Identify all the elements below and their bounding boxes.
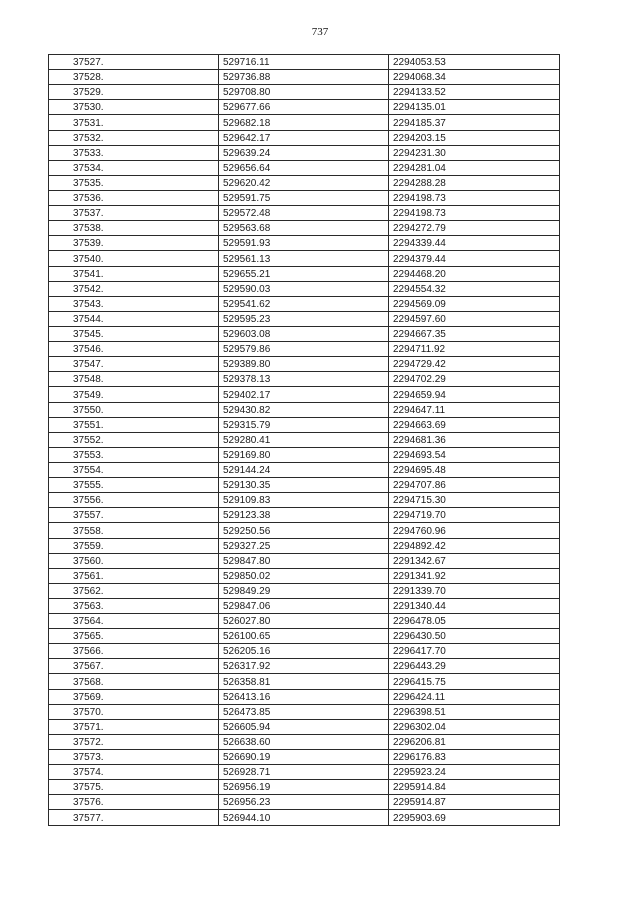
- table-row: [49, 462, 560, 477]
- y-coordinate-cell: 2294198.73: [389, 190, 560, 205]
- table-row: [49, 190, 560, 205]
- point-id-cell: 37537.: [49, 206, 219, 221]
- y-coordinate-cell: 2291339.70: [389, 583, 560, 598]
- x-coordinate-cell: 529389.80: [219, 357, 389, 372]
- point-id-cell: 37572.: [49, 734, 219, 749]
- point-id-cell: 37535.: [49, 175, 219, 190]
- point-id-cell: 37536.: [49, 190, 219, 205]
- point-id-cell: 37546.: [49, 342, 219, 357]
- table-row: [49, 160, 560, 175]
- y-coordinate-cell: 2294693.54: [389, 447, 560, 462]
- y-coordinate-cell: 2294185.37: [389, 115, 560, 130]
- point-id-cell: 37570.: [49, 704, 219, 719]
- point-id-cell: 37534.: [49, 160, 219, 175]
- y-coordinate-cell: 2294203.15: [389, 130, 560, 145]
- table-row: [49, 780, 560, 795]
- table-row: [49, 432, 560, 447]
- y-coordinate-cell: 2296206.81: [389, 734, 560, 749]
- point-id-cell: 37531.: [49, 115, 219, 130]
- table-row: [49, 674, 560, 689]
- table-row: [49, 493, 560, 508]
- point-id-cell: 37557.: [49, 508, 219, 523]
- x-coordinate-cell: 529716.11: [219, 55, 389, 70]
- x-coordinate-cell: 526690.19: [219, 750, 389, 765]
- x-coordinate-cell: 529591.93: [219, 236, 389, 251]
- point-id-cell: 37561.: [49, 568, 219, 583]
- point-id-cell: 37538.: [49, 221, 219, 236]
- table-row: [49, 417, 560, 432]
- y-coordinate-cell: 2294667.35: [389, 326, 560, 341]
- y-coordinate-cell: 2294760.96: [389, 523, 560, 538]
- y-coordinate-cell: 2295903.69: [389, 810, 560, 825]
- table-row: [49, 659, 560, 674]
- table-row: [49, 372, 560, 387]
- x-coordinate-cell: 526944.10: [219, 810, 389, 825]
- y-coordinate-cell: 2294569.09: [389, 296, 560, 311]
- point-id-cell: 37558.: [49, 523, 219, 538]
- point-id-cell: 37539.: [49, 236, 219, 251]
- y-coordinate-cell: 2294707.86: [389, 478, 560, 493]
- table-row: [49, 357, 560, 372]
- y-coordinate-cell: 2294597.60: [389, 311, 560, 326]
- x-coordinate-cell: 529595.23: [219, 311, 389, 326]
- table-row: [49, 311, 560, 326]
- y-coordinate-cell: 2294695.48: [389, 462, 560, 477]
- table-row: [49, 342, 560, 357]
- point-id-cell: 37554.: [49, 462, 219, 477]
- x-coordinate-cell: 529590.03: [219, 281, 389, 296]
- y-coordinate-cell: 2294554.32: [389, 281, 560, 296]
- table-row: [49, 734, 560, 749]
- point-id-cell: 37548.: [49, 372, 219, 387]
- x-coordinate-cell: 529736.88: [219, 70, 389, 85]
- table-row: [49, 810, 560, 825]
- point-id-cell: 37553.: [49, 447, 219, 462]
- x-coordinate-cell: 526413.16: [219, 689, 389, 704]
- x-coordinate-cell: 529561.13: [219, 251, 389, 266]
- x-coordinate-cell: 529123.38: [219, 508, 389, 523]
- y-coordinate-cell: 2294379.44: [389, 251, 560, 266]
- y-coordinate-cell: 2295923.24: [389, 765, 560, 780]
- x-coordinate-cell: 529850.02: [219, 568, 389, 583]
- y-coordinate-cell: 2295914.84: [389, 780, 560, 795]
- table-row: [49, 538, 560, 553]
- x-coordinate-cell: 529169.80: [219, 447, 389, 462]
- table-row: [49, 704, 560, 719]
- x-coordinate-cell: 529130.35: [219, 478, 389, 493]
- y-coordinate-cell: 2294681.36: [389, 432, 560, 447]
- x-coordinate-cell: 529639.24: [219, 145, 389, 160]
- x-coordinate-cell: 526638.60: [219, 734, 389, 749]
- coordinates-table-body: [49, 55, 560, 826]
- table-row: [49, 70, 560, 85]
- y-coordinate-cell: 2291340.44: [389, 598, 560, 613]
- y-coordinate-cell: 2294729.42: [389, 357, 560, 372]
- table-row: [49, 145, 560, 160]
- x-coordinate-cell: 529572.48: [219, 206, 389, 221]
- y-coordinate-cell: 2296443.29: [389, 659, 560, 674]
- table-row: [49, 100, 560, 115]
- x-coordinate-cell: 529280.41: [219, 432, 389, 447]
- table-row: [49, 281, 560, 296]
- table-row: [49, 296, 560, 311]
- point-id-cell: 37569.: [49, 689, 219, 704]
- point-id-cell: 37568.: [49, 674, 219, 689]
- x-coordinate-cell: 529327.25: [219, 538, 389, 553]
- table-row: [49, 387, 560, 402]
- point-id-cell: 37566.: [49, 644, 219, 659]
- point-id-cell: 37565.: [49, 629, 219, 644]
- page-number: 737: [311, 26, 329, 38]
- y-coordinate-cell: 2294068.34: [389, 70, 560, 85]
- coordinates-table: [48, 54, 560, 826]
- x-coordinate-cell: 529849.29: [219, 583, 389, 598]
- table-row: [49, 523, 560, 538]
- y-coordinate-cell: 2294659.94: [389, 387, 560, 402]
- point-id-cell: 37542.: [49, 281, 219, 296]
- table-row: [49, 553, 560, 568]
- point-id-cell: 37552.: [49, 432, 219, 447]
- table-row: [49, 236, 560, 251]
- table-row: [49, 644, 560, 659]
- point-id-cell: 37532.: [49, 130, 219, 145]
- table-row: [49, 508, 560, 523]
- y-coordinate-cell: 2294663.69: [389, 417, 560, 432]
- x-coordinate-cell: 529579.86: [219, 342, 389, 357]
- y-coordinate-cell: 2291341.92: [389, 568, 560, 583]
- y-coordinate-cell: 2294198.73: [389, 206, 560, 221]
- y-coordinate-cell: 2294702.29: [389, 372, 560, 387]
- point-id-cell: 37541.: [49, 266, 219, 281]
- x-coordinate-cell: 529682.18: [219, 115, 389, 130]
- table-row: [49, 130, 560, 145]
- y-coordinate-cell: 2294468.20: [389, 266, 560, 281]
- point-id-cell: 37576.: [49, 795, 219, 810]
- y-coordinate-cell: 2296302.04: [389, 719, 560, 734]
- x-coordinate-cell: 529642.17: [219, 130, 389, 145]
- y-coordinate-cell: 2294647.11: [389, 402, 560, 417]
- x-coordinate-cell: 529430.82: [219, 402, 389, 417]
- x-coordinate-cell: 526317.92: [219, 659, 389, 674]
- x-coordinate-cell: 529402.17: [219, 387, 389, 402]
- x-coordinate-cell: 529677.66: [219, 100, 389, 115]
- x-coordinate-cell: 529847.06: [219, 598, 389, 613]
- y-coordinate-cell: 2296430.50: [389, 629, 560, 644]
- point-id-cell: 37533.: [49, 145, 219, 160]
- point-id-cell: 37567.: [49, 659, 219, 674]
- x-coordinate-cell: 529109.83: [219, 493, 389, 508]
- y-coordinate-cell: 2296417.70: [389, 644, 560, 659]
- x-coordinate-cell: 526027.80: [219, 614, 389, 629]
- y-coordinate-cell: 2294719.70: [389, 508, 560, 523]
- x-coordinate-cell: 529847.80: [219, 553, 389, 568]
- point-id-cell: 37577.: [49, 810, 219, 825]
- x-coordinate-cell: 529315.79: [219, 417, 389, 432]
- table-row: [49, 326, 560, 341]
- table-row: [49, 765, 560, 780]
- point-id-cell: 37529.: [49, 85, 219, 100]
- point-id-cell: 37571.: [49, 719, 219, 734]
- point-id-cell: 37573.: [49, 750, 219, 765]
- table-row: [49, 447, 560, 462]
- table-row: [49, 85, 560, 100]
- x-coordinate-cell: 526928.71: [219, 765, 389, 780]
- point-id-cell: 37563.: [49, 598, 219, 613]
- table-row: [49, 614, 560, 629]
- x-coordinate-cell: 529603.08: [219, 326, 389, 341]
- y-coordinate-cell: 2294711.92: [389, 342, 560, 357]
- table-row: [49, 629, 560, 644]
- table-row: [49, 568, 560, 583]
- x-coordinate-cell: 529563.68: [219, 221, 389, 236]
- point-id-cell: 37540.: [49, 251, 219, 266]
- y-coordinate-cell: 2294053.53: [389, 55, 560, 70]
- table-row: [49, 221, 560, 236]
- table-row: [49, 478, 560, 493]
- point-id-cell: 37574.: [49, 765, 219, 780]
- x-coordinate-cell: 529591.75: [219, 190, 389, 205]
- point-id-cell: 37549.: [49, 387, 219, 402]
- y-coordinate-cell: 2294339.44: [389, 236, 560, 251]
- point-id-cell: 37543.: [49, 296, 219, 311]
- table-row: [49, 115, 560, 130]
- table-row: [49, 251, 560, 266]
- x-coordinate-cell: 526205.16: [219, 644, 389, 659]
- x-coordinate-cell: 526956.19: [219, 780, 389, 795]
- y-coordinate-cell: 2294135.01: [389, 100, 560, 115]
- point-id-cell: 37556.: [49, 493, 219, 508]
- y-coordinate-cell: 2295914.87: [389, 795, 560, 810]
- y-coordinate-cell: 2294133.52: [389, 85, 560, 100]
- point-id-cell: 37551.: [49, 417, 219, 432]
- point-id-cell: 37555.: [49, 478, 219, 493]
- table-row: [49, 402, 560, 417]
- point-id-cell: 37547.: [49, 357, 219, 372]
- x-coordinate-cell: 529655.21: [219, 266, 389, 281]
- x-coordinate-cell: 529378.13: [219, 372, 389, 387]
- point-id-cell: 37575.: [49, 780, 219, 795]
- x-coordinate-cell: 529250.56: [219, 523, 389, 538]
- y-coordinate-cell: 2296415.75: [389, 674, 560, 689]
- point-id-cell: 37544.: [49, 311, 219, 326]
- table-row: [49, 750, 560, 765]
- table-row: [49, 583, 560, 598]
- x-coordinate-cell: 526100.65: [219, 629, 389, 644]
- x-coordinate-cell: 529541.62: [219, 296, 389, 311]
- point-id-cell: 37550.: [49, 402, 219, 417]
- table-row: [49, 598, 560, 613]
- x-coordinate-cell: 529144.24: [219, 462, 389, 477]
- x-coordinate-cell: 529656.64: [219, 160, 389, 175]
- y-coordinate-cell: 2294892.42: [389, 538, 560, 553]
- y-coordinate-cell: 2294288.28: [389, 175, 560, 190]
- table-row: [49, 689, 560, 704]
- x-coordinate-cell: 529620.42: [219, 175, 389, 190]
- table-row: [49, 795, 560, 810]
- point-id-cell: 37559.: [49, 538, 219, 553]
- table-row: [49, 206, 560, 221]
- point-id-cell: 37564.: [49, 614, 219, 629]
- y-coordinate-cell: 2296398.51: [389, 704, 560, 719]
- x-coordinate-cell: 526605.94: [219, 719, 389, 734]
- table-row: [49, 55, 560, 70]
- x-coordinate-cell: 529708.80: [219, 85, 389, 100]
- point-id-cell: 37562.: [49, 583, 219, 598]
- y-coordinate-cell: 2294281.04: [389, 160, 560, 175]
- y-coordinate-cell: 2296176.83: [389, 750, 560, 765]
- y-coordinate-cell: 2291342.67: [389, 553, 560, 568]
- x-coordinate-cell: 526358.81: [219, 674, 389, 689]
- point-id-cell: 37560.: [49, 553, 219, 568]
- table-row: [49, 175, 560, 190]
- x-coordinate-cell: 526473.85: [219, 704, 389, 719]
- point-id-cell: 37530.: [49, 100, 219, 115]
- x-coordinate-cell: 526956.23: [219, 795, 389, 810]
- y-coordinate-cell: 2296478.05: [389, 614, 560, 629]
- y-coordinate-cell: 2294231.30: [389, 145, 560, 160]
- table-row: [49, 266, 560, 281]
- y-coordinate-cell: 2294272.79: [389, 221, 560, 236]
- point-id-cell: 37528.: [49, 70, 219, 85]
- y-coordinate-cell: 2296424.11: [389, 689, 560, 704]
- table-row: [49, 719, 560, 734]
- point-id-cell: 37527.: [49, 55, 219, 70]
- y-coordinate-cell: 2294715.30: [389, 493, 560, 508]
- point-id-cell: 37545.: [49, 326, 219, 341]
